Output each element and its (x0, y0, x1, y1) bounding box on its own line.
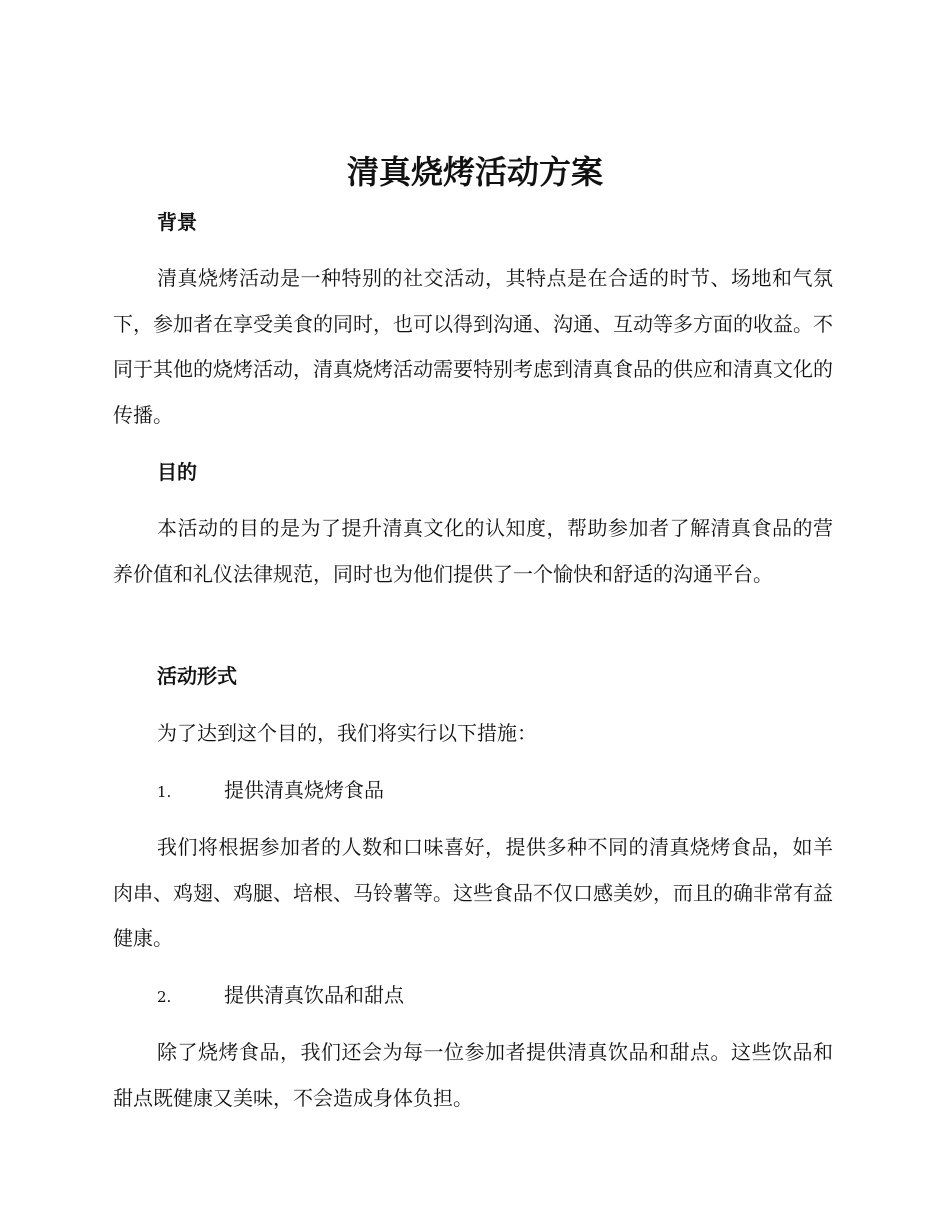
background-paragraph: 清真烧烤活动是一种特别的社交活动，其特点是在合适的时节、场地和气氛下，参加者在享受美食的同时，也可以得到沟通、沟通、互动等多方面的收益。不同于其他的烧烤活动，清真烧烤活动需要特别考虑到清真食品的供应和清真文化的传播。 (113, 266, 833, 427)
document-title: 清真烧烤活动方案 (346, 153, 603, 191)
section-heading-format: 活动形式 (157, 664, 237, 688)
list-item-1-paragraph: 我们将根据参加者的人数和口味喜好，提供多种不同的清真烧烤食品，如羊肉串、鸡翅、鸡腿、培根、马铃薯等。这些食品不仅口感美妙，而且的确非常有益健康。 (113, 835, 833, 950)
list-item-2-paragraph: 除了烧烤食品，我们还会为每一位参加者提供清真饮品和甜点。这些饮品和甜点既健康又美味，不会造成身体负担。 (113, 1040, 833, 1110)
list-item-2 (157, 981, 404, 1011)
section-heading-purpose: 目的 (157, 460, 197, 484)
list-item-label: 提供清真饮品和甜点 (224, 983, 404, 1007)
purpose-paragraph: 本活动的目的是为了提升清真文化的认知度，帮助参加者了解清真食品的营养价值和礼仪法律规范，同时也为他们提供了一个愉快和舒适的沟通平台。 (113, 516, 833, 586)
list-item-1 (157, 776, 384, 806)
list-item-label: 提供清真烧烤食品 (224, 778, 384, 802)
list-item-number: 2. (157, 988, 172, 1006)
format-intro-paragraph: 为了达到这个目的，我们将实行以下措施： (157, 721, 537, 745)
list-item-number: 1. (157, 783, 172, 801)
section-heading-background: 背景 (157, 210, 197, 234)
